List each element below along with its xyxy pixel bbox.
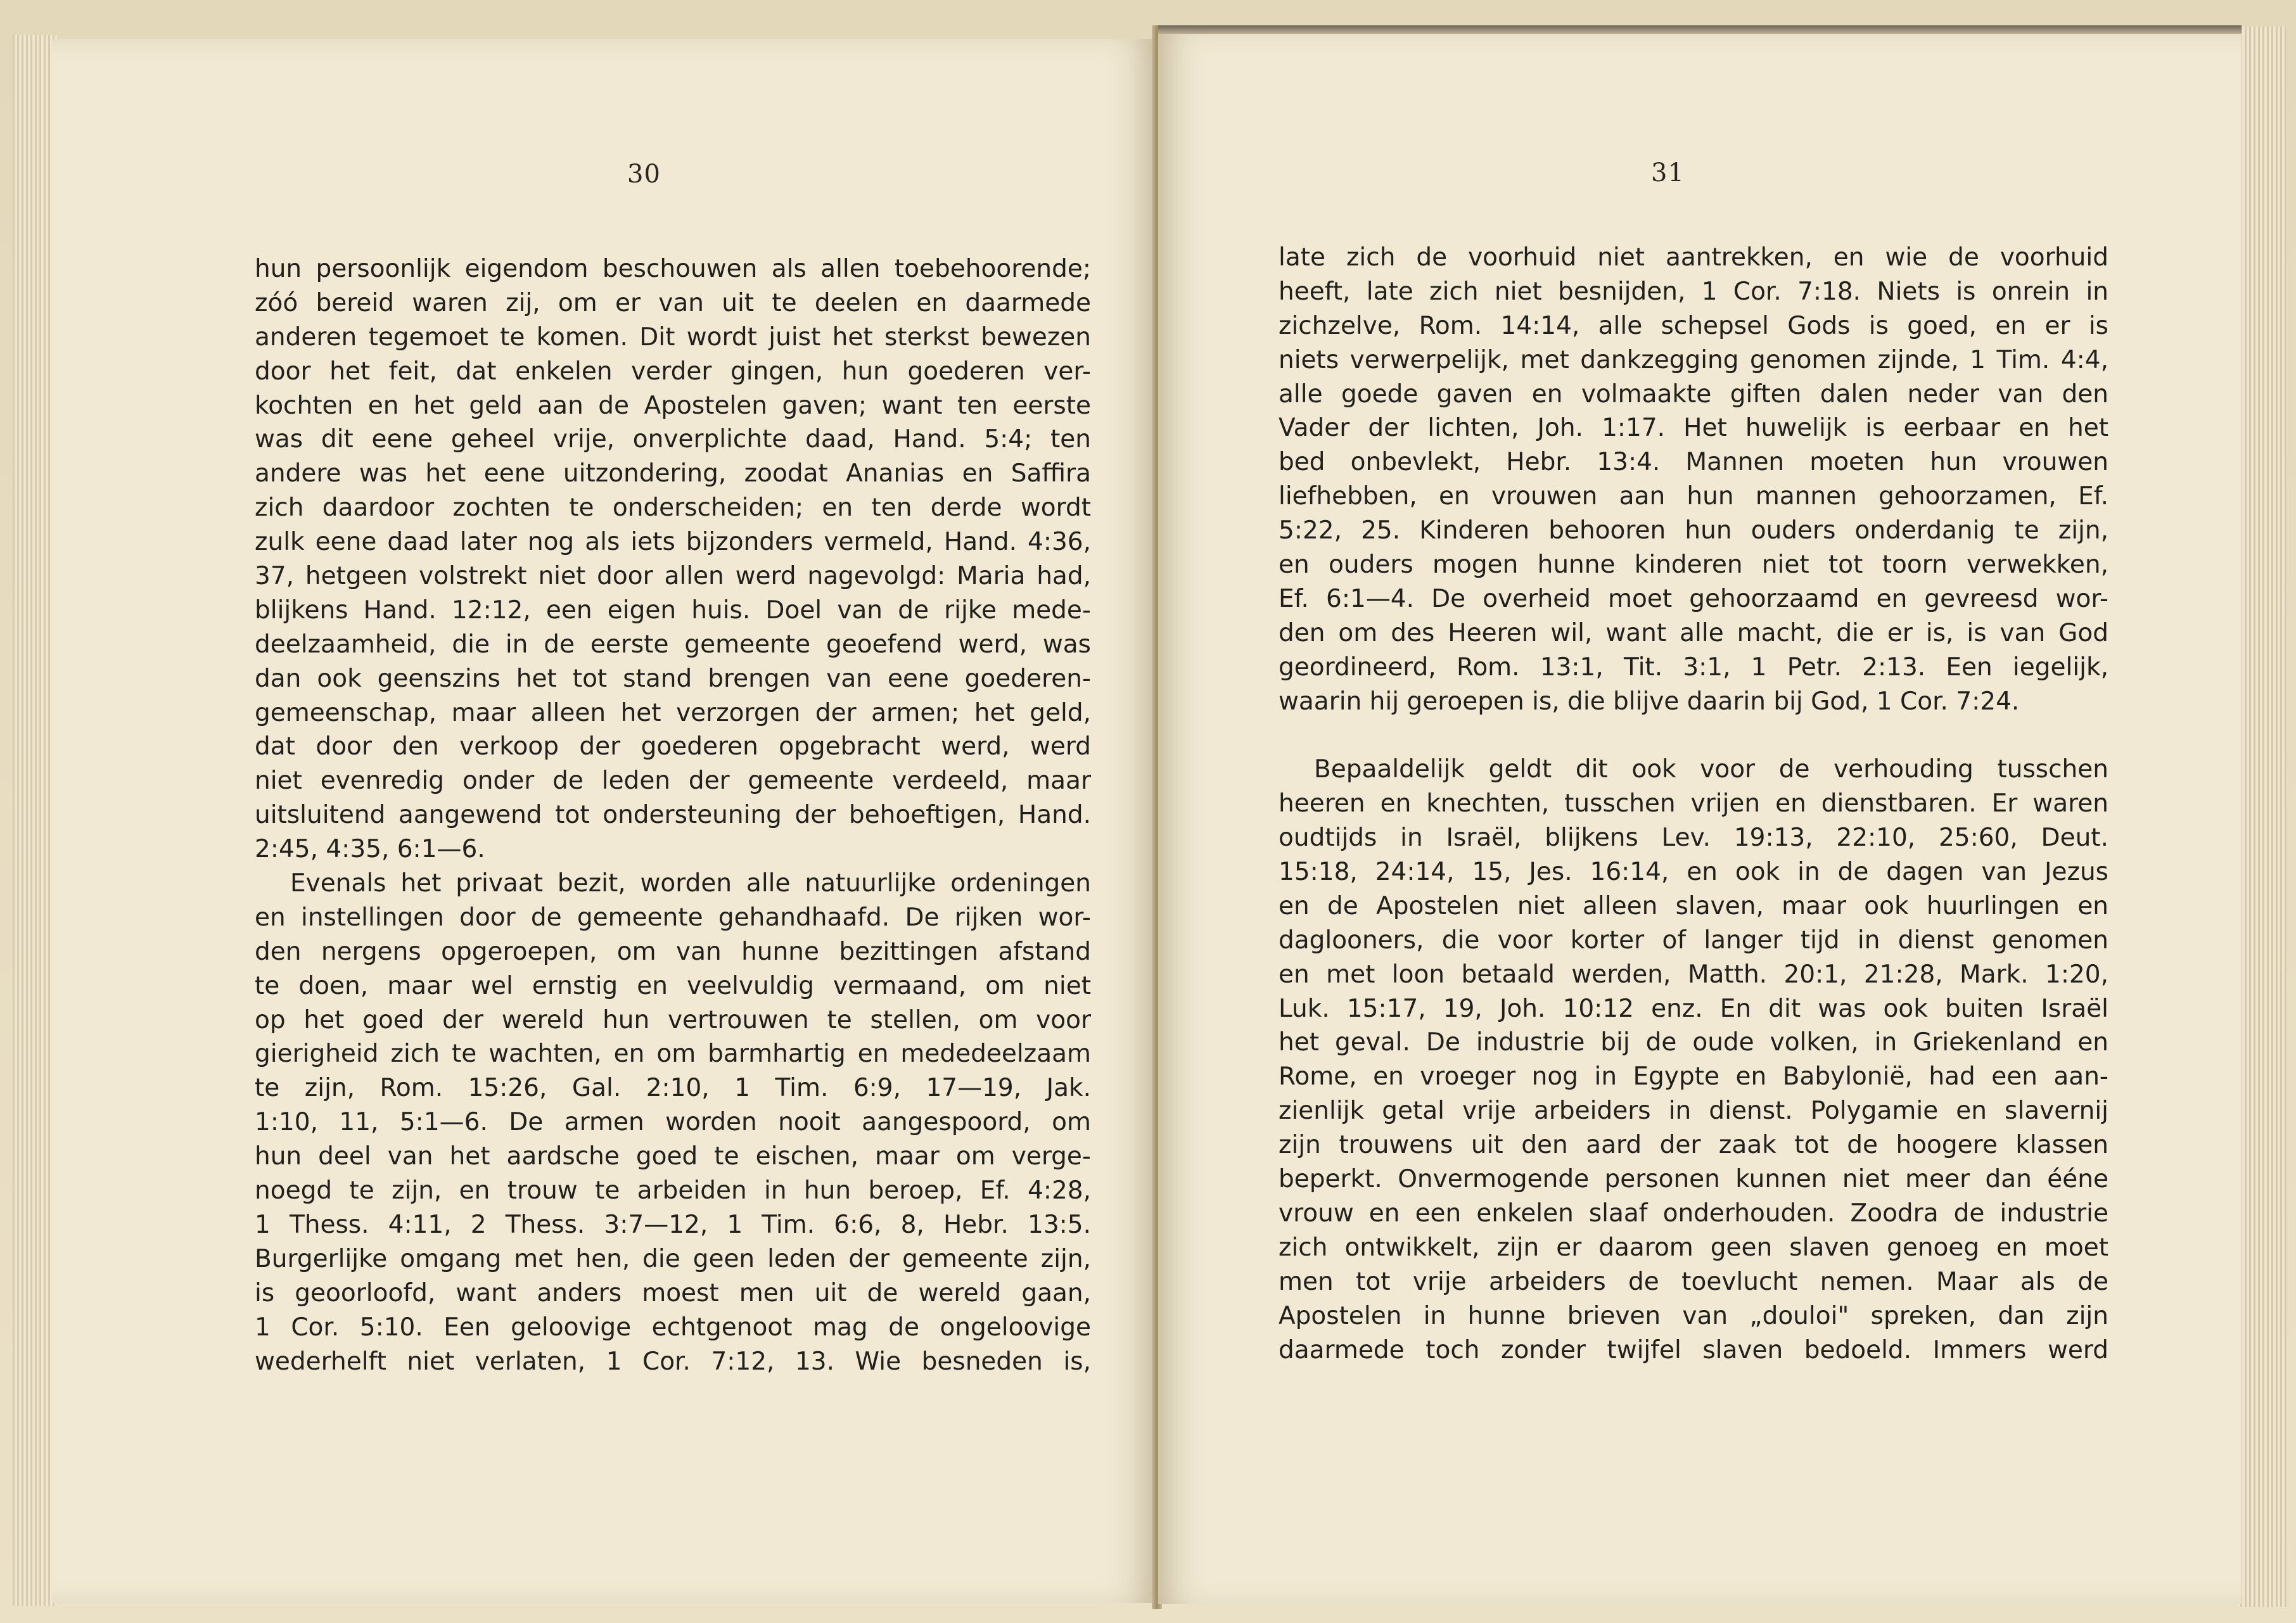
text-line: 2:45, 4:35, 6:1—6. [255,835,485,864]
text-line: daglooners, die voor korter of langer tijd in dienst genomen [1279,926,2108,955]
text-line: deelzaamheid, die in de eerste gemeente geoefend werd, was [255,630,1091,659]
right-page-top-edge [1158,25,2242,34]
text-line: te zijn, Rom. 15:26, Gal. 2:10, 1 Tim. 6:9, 17—19, Jak. [255,1074,1091,1103]
text-line: en met loon betaald werden, Matth. 20:1, 21:28, Mark. 1:20, [1279,960,2108,989]
text-line: Apostelen in hunne brieven van „douloi" spreken, dan zijn [1279,1301,2108,1330]
text-line: blijkens Hand. 12:12, een eigen huis. Doel van de rijke mede- [255,595,1091,625]
text-line: zijn trouwens uit den aard der zaak tot de hoogere klassen [1279,1131,2108,1160]
text-line: Bepaaldelijk geldt dit ook voor de verhouding tusschen [1314,755,2108,784]
text-line: Rome, en vroeger nog in Egypte en Babylonië, had een aan- [1279,1062,2108,1092]
text-line: zienlijk getal vrije arbeiders in dienst. Polygamie en slavernij [1279,1097,2108,1126]
text-line: hun persoonlijk eigendom beschouwen als allen toebehoorende; [255,255,1091,283]
text-line: zich ontwikkelt, zijn er daarom geen slaven genoeg en moet [1279,1233,2108,1262]
text-line: zóó bereid waren zij, om er van uit te deelen en daarmede [255,288,1091,317]
text-line: men tot vrije arbeiders de toevlucht nemen. Maar als de [1279,1267,2108,1296]
text-line: zulk eene daad later nog als iets bijzonders vermeld, Hand. 4:36, [255,528,1091,557]
text-line: oudtijds in Israël, blijkens Lev. 19:13, 22:10, 25:60, Deut. [1279,824,2108,853]
text-line: beperkt. Onvermogende personen kunnen niet meer dan ééne [1279,1165,2108,1194]
text-line: heeft, late zich niet besnijden, 1 Cor. 7:18. Niets is onrein in [1279,277,2108,306]
text-line: dat door den verkoop der goederen opgebracht werd, werd [255,732,1091,761]
right-page [1158,32,2242,1604]
text-line: op het goed der wereld hun vertrouwen te stellen, om voor [255,1005,1091,1034]
page-number-left: 30 [627,160,661,189]
text-line: en de Apostelen niet alleen slaven, maar ook huurlingen en [1279,891,2108,920]
text-line: liefhebben, en vrouwen aan hun mannen gehoorzamen, Ef. [1279,482,2108,511]
text-line: 1 Cor. 5:10. Een geloovige echtgenoot mag de ongeloovige [255,1313,1091,1342]
text-line: geordineerd, Rom. 13:1, Tit. 3:1, 1 Petr. 2:13. Een iegelijk, [1279,652,2108,682]
right-page-edges [2238,27,2287,1607]
text-line: vrouw en een enkelen slaaf onderhouden. Zoodra de industrie [1279,1199,2108,1228]
text-line: anderen tegemoet te komen. Dit wordt juist het sterkst bewezen [255,322,1091,352]
text-line: bed onbevlekt, Hebr. 13:4. Mannen moeten hun vrouwen [1279,448,2108,477]
text-line: late zich de voorhuid niet aantrekken, en wie de voorhuid [1279,243,2108,272]
left-page-text [255,252,1091,1378]
right-page-text [1279,241,2108,1367]
left-page-edges [13,35,57,1606]
text-line: 15:18, 24:14, 15, Jes. 16:14, en ook in de dagen van Jezus [1279,858,2108,887]
text-line: kochten en het geld aan de Apostelen gaven; want ten eerste [255,391,1091,420]
text-line: hun deel van het aardsche goed te eischen, maar om verge- [255,1142,1091,1171]
text-line: noegd te zijn, en trouw te arbeiden in hun beroep, Ef. 4:28, [255,1176,1091,1206]
text-line: 1 Thess. 4:11, 2 Thess. 3:7—12, 1 Tim. 6:6, 8, Hebr. 13:5. [255,1210,1091,1239]
text-line: den nergens opgeroepen, om van hunne bezittingen afstand [255,937,1091,966]
text-line: daarmede toch zonder twijfel slaven bedoeld. Immers werd [1279,1335,2108,1365]
text-line: 37, hetgeen volstrekt niet door allen werd nagevolgd: Maria had, [255,562,1091,591]
text-line: was dit eene geheel vrije, onverplichte daad, Hand. 5:4; ten [255,425,1091,454]
text-line: Luk. 15:17, 19, Joh. 10:12 enz. En dit was ook buiten Israël [1279,994,2108,1023]
text-line: zich daardoor zochten te onderscheiden; en ten derde wordt [255,493,1091,523]
text-line: den om des Heeren wil, want alle macht, die er is, is van God [1279,618,2108,647]
text-line: niet evenredig onder de leden der gemeente verdeeld, maar [255,767,1091,796]
text-line: andere was het eene uitzondering, zoodat Ananias en Saffira [255,459,1091,488]
text-line: heeren en knechten, tusschen vrijen en dienstbaren. Er waren [1279,789,2108,818]
text-line: is geoorloofd, want anders moest men uit de wereld gaan, [255,1278,1091,1308]
text-line: niets verwerpelijk, met dankzegging genomen zijnde, 1 Tim. 4:4, [1279,345,2108,374]
paragraph-gap [1279,718,2108,753]
text-line: Burgerlijke omgang met hen, die geen leden der gemeente zijn, [255,1244,1091,1273]
text-line: Vader der lichten, Joh. 1:17. Het huwelijk is eerbaar en het [1279,414,2108,443]
text-line: 5:22, 25. Kinderen behooren hun ouders onderdanig te zijn, [1279,516,2108,545]
text-line: het geval. De industrie bij de oude volken, in Griekenland en [1279,1028,2108,1057]
left-page [52,39,1154,1603]
text-line: en ouders mogen hunne kinderen niet tot toorn verwekken, [1279,551,2108,580]
text-line: dan ook geenszins het tot stand brengen van eene goederen- [255,664,1091,693]
page-number-right: 31 [1651,158,1685,188]
text-line: Evenals het privaat bezit, worden alle natuurlijke ordeningen [290,869,1091,898]
text-line: door het feit, dat enkelen verder gingen, hun goederen ver- [255,357,1091,386]
text-line: gierigheid zich te wachten, en om barmhartig en mededeelzaam [255,1040,1091,1069]
text-line: zichzelve, Rom. 14:14, alle schepsel Gods is goed, en er is [1279,311,2108,340]
text-line: wederhelft niet verlaten, 1 Cor. 7:12, 13. Wie besneden is, [255,1347,1091,1376]
text-line: uitsluitend aangewend tot ondersteuning der behoeftigen, Hand. [255,801,1091,830]
text-line: te doen, maar wel ernstig en veelvuldig vermaand, om niet [255,971,1091,1000]
text-line: gemeenschap, maar alleen het verzorgen der armen; het geld, [255,698,1091,727]
text-line: Ef. 6:1—4. De overheid moet gehoorzaamd en gevreesd wor- [1279,584,2108,613]
text-line: alle goede gaven en volmaakte giften dalen neder van den [1279,379,2108,409]
text-line: en instellingen door de gemeente gehandhaafd. De rijken wor- [255,903,1091,932]
text-line: 1:10, 11, 5:1—6. De armen worden nooit aangespoord, om [255,1108,1091,1137]
text-line: waarin hij geroepen is, die blijve daarin bij God, 1 Cor. 7:24. [1279,687,2020,716]
